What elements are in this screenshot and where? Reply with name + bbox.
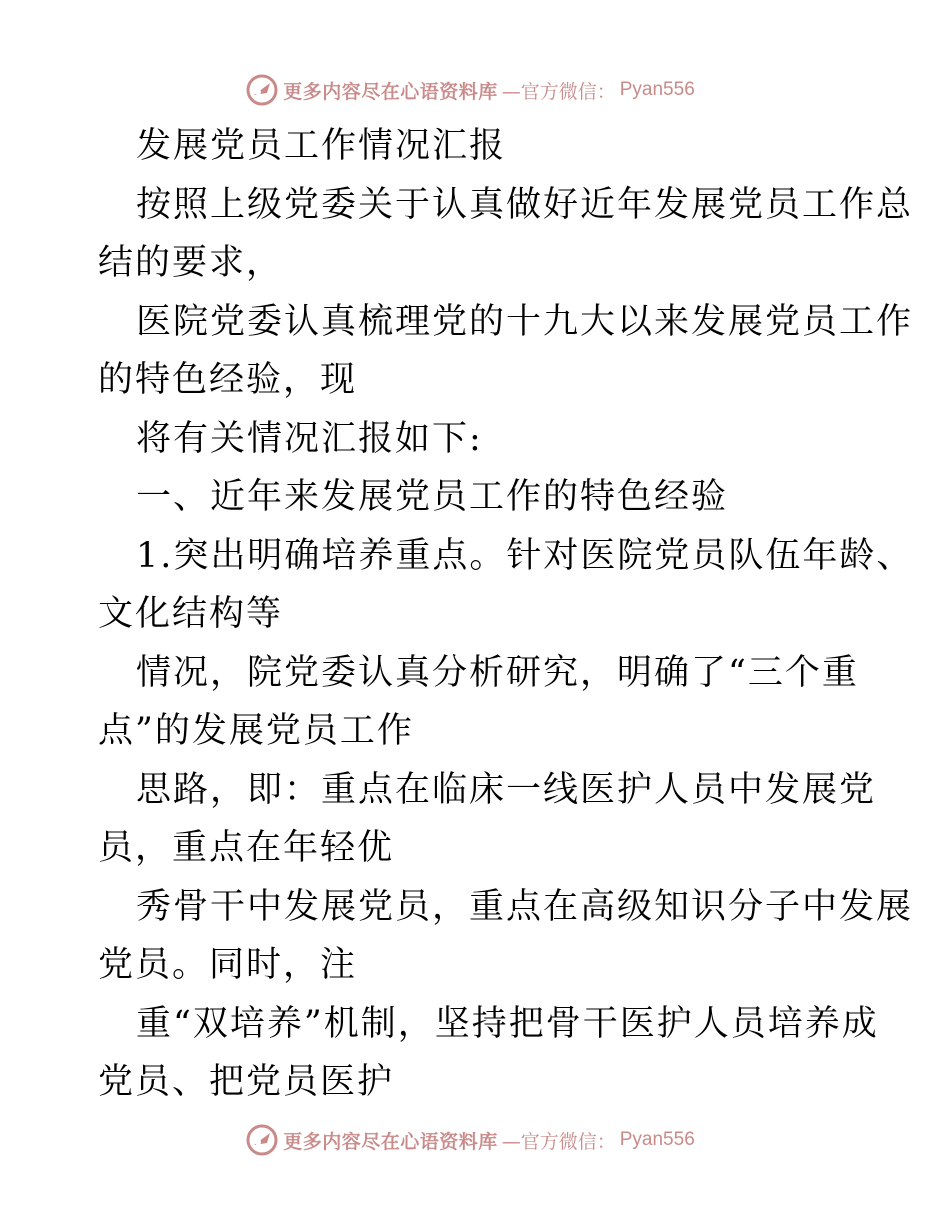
text-line: 党员、把党员医护 bbox=[98, 1062, 395, 1102]
footer-watermark bbox=[0, 1120, 950, 1160]
watermark-text: 更多内容尽在心语资料库 bbox=[283, 80, 498, 103]
text-line: 一、近年来发展党员工作的特色经验 bbox=[136, 477, 729, 517]
text-line: 思路，即：重点在临床一线医护人员中发展党 bbox=[136, 769, 877, 810]
text-line: 文化结构等 bbox=[98, 594, 284, 634]
watermark-account: Pyan556 bbox=[619, 1129, 695, 1150]
header-watermark bbox=[0, 70, 950, 110]
watermark-separator: —官方微信： bbox=[501, 1130, 616, 1153]
document-title: 发展党员工作情况汇报 bbox=[136, 126, 507, 166]
watermark-separator: —官方微信： bbox=[501, 80, 616, 103]
watermark-text: 更多内容尽在心语资料库 bbox=[283, 1130, 498, 1153]
text-line: 结的要求， bbox=[98, 243, 284, 283]
text-line: 将有关情况汇报如下: bbox=[136, 418, 483, 459]
text-line: 重“双培养”机制，坚持把骨干医护人员培养成 bbox=[136, 1003, 879, 1044]
text-line: 点”的发展党员工作 bbox=[98, 711, 414, 751]
text-line: 的特色经验，现 bbox=[98, 360, 358, 400]
text-line: 秀骨干中发展党员，重点在高级知识分子中发展 bbox=[136, 886, 914, 927]
text-line: 1.突出明确培养重点。针对医院党员队伍年龄、 bbox=[136, 535, 914, 576]
text-line: 员，重点在年轻优 bbox=[98, 828, 395, 868]
logo-icon bbox=[245, 73, 279, 107]
text-line: 党员。同时，注 bbox=[98, 945, 358, 985]
text-line: 医院党委认真梳理党的十九大以来发展党员工作 bbox=[136, 301, 914, 342]
logo-icon bbox=[245, 1123, 279, 1157]
document-body bbox=[98, 117, 914, 1112]
text-line: 按照上级党委关于认真做好近年发展党员工作总 bbox=[136, 184, 914, 225]
watermark-account: Pyan556 bbox=[619, 79, 695, 100]
text-line: 情况，院党委认真分析研究，明确了“三个重 bbox=[136, 652, 859, 693]
